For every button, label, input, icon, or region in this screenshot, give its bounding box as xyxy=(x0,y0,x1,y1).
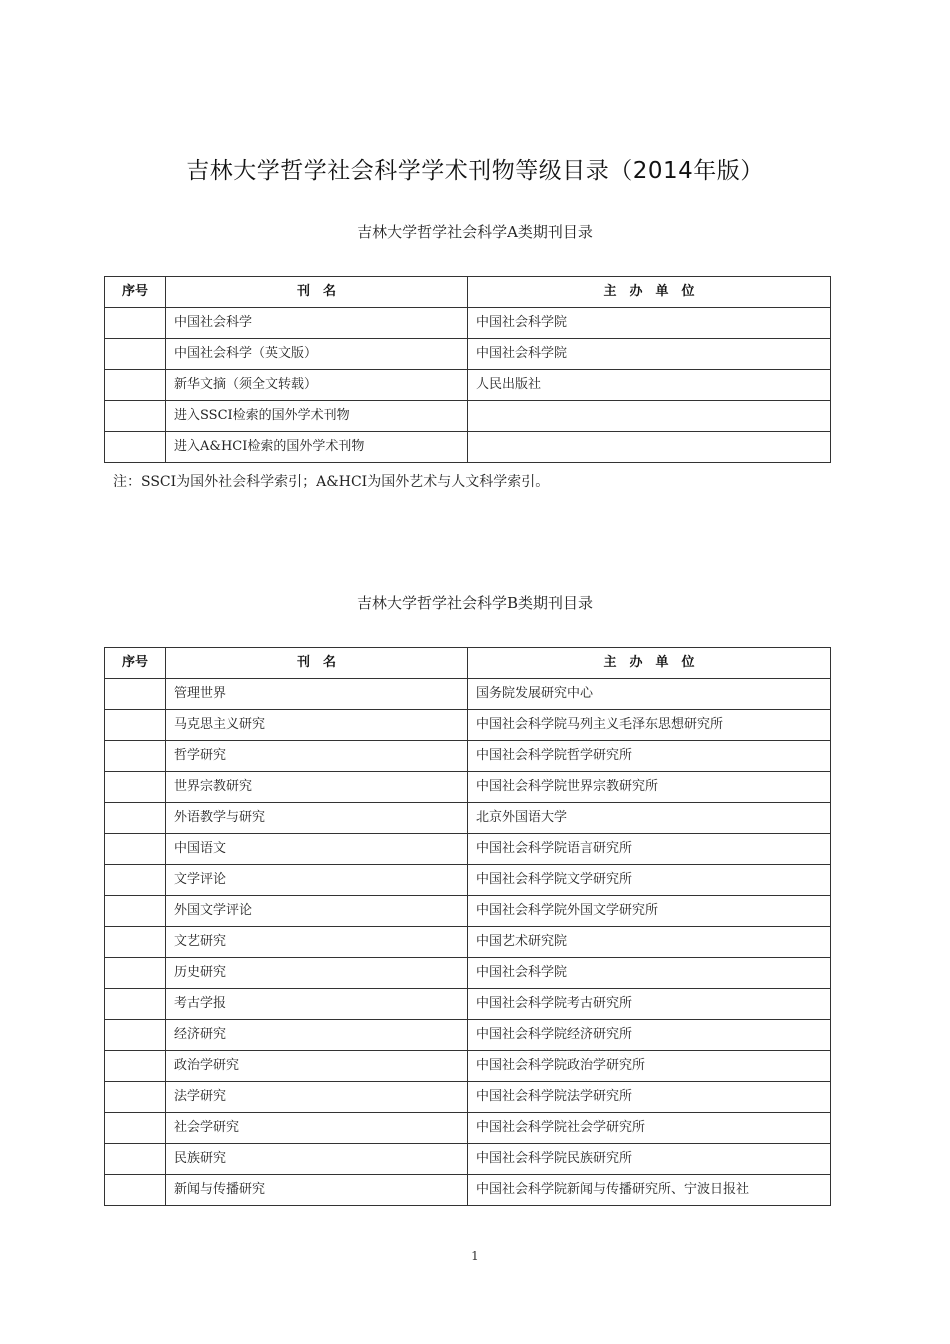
table-row xyxy=(105,896,831,927)
journal-name-cell: 经济研究 xyxy=(166,1020,468,1051)
journal-name-cell: 考古学报 xyxy=(166,989,468,1020)
sponsor-cell: 中国社会科学院经济研究所 xyxy=(468,1020,831,1051)
sponsor-cell: 中国社会科学院哲学研究所 xyxy=(468,741,831,772)
journal-column-header: 刊 名 xyxy=(166,277,468,308)
journal-name-cell: 哲学研究 xyxy=(166,741,468,772)
row-index-cell xyxy=(105,401,166,432)
section-b-title: 吉林大学哲学社会科学B类期刊目录 xyxy=(356,594,594,612)
journal-name-cell: 民族研究 xyxy=(166,1144,468,1175)
journal-name-cell: 进入A&HCI检索的国外学术刊物 xyxy=(166,432,468,463)
sponsor-cell: 中国社会科学院世界宗教研究所 xyxy=(468,772,831,803)
index-column-header: 序号 xyxy=(105,277,166,308)
journal-name-cell: 外国文学评论 xyxy=(166,896,468,927)
sponsor-cell: 中国社会科学院民族研究所 xyxy=(468,1144,831,1175)
journal-name-cell: 社会学研究 xyxy=(166,1113,468,1144)
table-row xyxy=(105,1082,831,1113)
journal-name-cell: 管理世界 xyxy=(166,679,468,710)
sponsor-cell: 中国社会科学院新闻与传播研究所、宁波日报社 xyxy=(468,1175,831,1206)
sponsor-cell xyxy=(468,401,831,432)
row-index-cell xyxy=(105,339,166,370)
row-index-cell xyxy=(105,1082,166,1113)
journal-name-cell: 历史研究 xyxy=(166,958,468,989)
journal-column-header: 刊 名 xyxy=(166,648,468,679)
page-number: 1 xyxy=(471,1249,479,1263)
journal-name-cell: 进入SSCI检索的国外学术刊物 xyxy=(166,401,468,432)
table-row xyxy=(105,1144,831,1175)
sponsor-cell xyxy=(468,432,831,463)
category-a-journal-table xyxy=(104,276,831,463)
table-row xyxy=(105,834,831,865)
row-index-cell xyxy=(105,958,166,989)
table-row xyxy=(105,989,831,1020)
table-row xyxy=(105,927,831,958)
row-index-cell xyxy=(105,679,166,710)
row-index-cell xyxy=(105,865,166,896)
table-b-body xyxy=(105,679,831,1206)
journal-name-cell: 新华文摘（须全文转载） xyxy=(166,370,468,401)
sponsor-cell: 中国社会科学院法学研究所 xyxy=(468,1082,831,1113)
sponsor-cell: 中国社会科学院马列主义毛泽东思想研究所 xyxy=(468,710,831,741)
sponsor-column-header: 主 办 单 位 xyxy=(468,277,831,308)
sponsor-cell: 中国社会科学院考古研究所 xyxy=(468,989,831,1020)
row-index-cell xyxy=(105,710,166,741)
sponsor-cell: 国务院发展研究中心 xyxy=(468,679,831,710)
table-row xyxy=(105,432,831,463)
row-index-cell xyxy=(105,308,166,339)
journal-name-cell: 中国社会科学（英文版） xyxy=(166,339,468,370)
table-row xyxy=(105,1175,831,1206)
row-index-cell xyxy=(105,1020,166,1051)
row-index-cell xyxy=(105,896,166,927)
row-index-cell xyxy=(105,1175,166,1206)
table-row xyxy=(105,710,831,741)
table-header-row xyxy=(105,648,831,679)
sponsor-cell: 中国社会科学院文学研究所 xyxy=(468,865,831,896)
journal-name-cell: 外语教学与研究 xyxy=(166,803,468,834)
table-row xyxy=(105,1051,831,1082)
journal-name-cell: 中国社会科学 xyxy=(166,308,468,339)
sponsor-cell: 中国社会科学院 xyxy=(468,308,831,339)
index-column-header: 序号 xyxy=(105,648,166,679)
row-index-cell xyxy=(105,989,166,1020)
table-row xyxy=(105,741,831,772)
row-index-cell xyxy=(105,834,166,865)
row-index-cell xyxy=(105,803,166,834)
journal-name-cell: 政治学研究 xyxy=(166,1051,468,1082)
journal-name-cell: 文艺研究 xyxy=(166,927,468,958)
sponsor-cell: 中国艺术研究院 xyxy=(468,927,831,958)
category-b-journal-table xyxy=(104,647,831,1206)
sponsor-cell: 中国社会科学院 xyxy=(468,339,831,370)
table-row xyxy=(105,958,831,989)
journal-name-cell: 马克思主义研究 xyxy=(166,710,468,741)
sponsor-cell: 中国社会科学院政治学研究所 xyxy=(468,1051,831,1082)
row-index-cell xyxy=(105,370,166,401)
sponsor-cell: 中国社会科学院 xyxy=(468,958,831,989)
row-index-cell xyxy=(105,1113,166,1144)
table-a-body xyxy=(105,308,831,463)
sponsor-column-header: 主 办 单 位 xyxy=(468,648,831,679)
journal-name-cell: 文学评论 xyxy=(166,865,468,896)
sponsor-cell: 人民出版社 xyxy=(468,370,831,401)
journal-name-cell: 法学研究 xyxy=(166,1082,468,1113)
section-a-title: 吉林大学哲学社会科学A类期刊目录 xyxy=(357,223,593,241)
page-title: 吉林大学哲学社会科学学术刊物等级目录（2014年版） xyxy=(186,158,764,184)
table-header-row xyxy=(105,277,831,308)
index-note: 注：SSCI为国外社会科学索引；A&HCI为国外艺术与人文科学索引。 xyxy=(113,474,550,490)
table-row xyxy=(105,865,831,896)
journal-name-cell: 新闻与传播研究 xyxy=(166,1175,468,1206)
sponsor-cell: 中国社会科学院外国文学研究所 xyxy=(468,896,831,927)
journal-name-cell: 世界宗教研究 xyxy=(166,772,468,803)
sponsor-cell: 中国社会科学院语言研究所 xyxy=(468,834,831,865)
table-row xyxy=(105,772,831,803)
sponsor-cell: 中国社会科学院社会学研究所 xyxy=(468,1113,831,1144)
row-index-cell xyxy=(105,741,166,772)
table-row xyxy=(105,679,831,710)
table-row xyxy=(105,339,831,370)
table-row xyxy=(105,803,831,834)
table-row xyxy=(105,308,831,339)
row-index-cell xyxy=(105,1144,166,1175)
row-index-cell xyxy=(105,432,166,463)
sponsor-cell: 北京外国语大学 xyxy=(468,803,831,834)
journal-name-cell: 中国语文 xyxy=(166,834,468,865)
table-row xyxy=(105,401,831,432)
table-row xyxy=(105,370,831,401)
row-index-cell xyxy=(105,927,166,958)
row-index-cell xyxy=(105,1051,166,1082)
table-row xyxy=(105,1020,831,1051)
row-index-cell xyxy=(105,772,166,803)
table-row xyxy=(105,1113,831,1144)
